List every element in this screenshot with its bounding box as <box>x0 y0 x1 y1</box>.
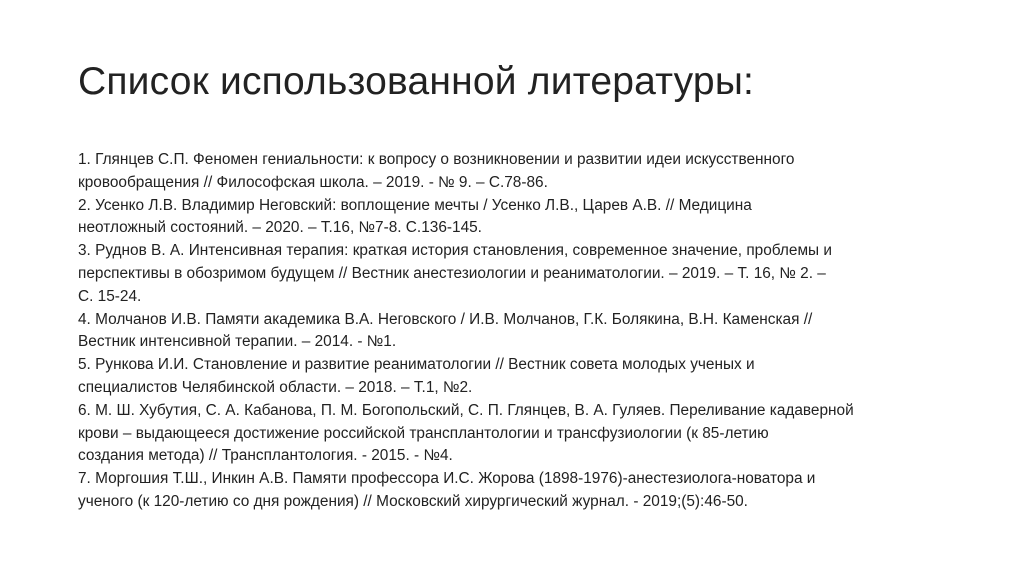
reference-line: перспективы в обозримом будущем // Вестник анестезиологии и реаниматологии. – 2019. – Т. 16, № 2. – <box>78 264 826 282</box>
reference-line: 2. Усенко Л.В. Владимир Неговский: воплощение мечты / Усенко Л.В., Царев А.В. // Медицина <box>78 196 752 214</box>
reference-line: кровообращения // Философская школа. – 2019. - № 9. – С.78-86. <box>78 173 548 191</box>
slide-title: Список использованной литературы: <box>78 60 755 103</box>
reference-line: неотложный состояний. – 2020. – Т.16, №7-8. С.136-145. <box>78 219 482 237</box>
reference-item <box>78 149 958 195</box>
reference-item <box>78 309 958 355</box>
reference-line: 6. М. Ш. Хубутия, С. А. Кабанова, П. М. Богопольский, С. П. Глянцев, В. А. Гуляев. Переливание кадаверной <box>78 401 854 419</box>
reference-item <box>78 195 958 241</box>
reference-line: 4. Молчанов И.В. Памяти академика В.А. Неговского / И.В. Молчанов, Г.К. Болякина, В.Н. Каменская // <box>78 310 813 328</box>
reference-item <box>78 354 958 400</box>
reference-line: 1. Глянцев С.П. Феномен гениальности: к вопросу о возникновении и развитии идеи искусственного <box>78 151 795 168</box>
reference-list <box>78 149 958 514</box>
reference-line: крови – выдающееся достижение российской трансплантологии и трансфузиологии (к 85-летию <box>78 424 769 442</box>
reference-item <box>78 400 958 468</box>
reference-line: специалистов Челябинской области. – 2018. – Т.1, №2. <box>78 378 473 396</box>
reference-line: Вестник интенсивной терапии. – 2014. - №1. <box>78 333 397 351</box>
reference-line: 5. Рункова И.И. Становление и развитие реаниматологии // Вестник совета молодых ученых и <box>78 356 755 374</box>
reference-item <box>78 468 958 514</box>
reference-item <box>78 240 958 308</box>
reference-line: 7. Моргошия Т.Ш., Инкин А.В. Памяти профессора И.С. Жорова (1898-1976)-анестезиолога-новатора и <box>78 470 816 488</box>
reference-line: 3. Руднов В. А. Интенсивная терапия: краткая история становления, современное значение, проблемы и <box>78 242 832 260</box>
reference-line: С. 15-24. <box>78 287 142 305</box>
reference-line: ученого (к 120-летию со дня рождения) // Московский хирургический журнал. - 2019;(5):46-50. <box>78 492 748 510</box>
reference-line: создания метода) // Трансплантология. - 2015. - №4. <box>78 447 453 465</box>
